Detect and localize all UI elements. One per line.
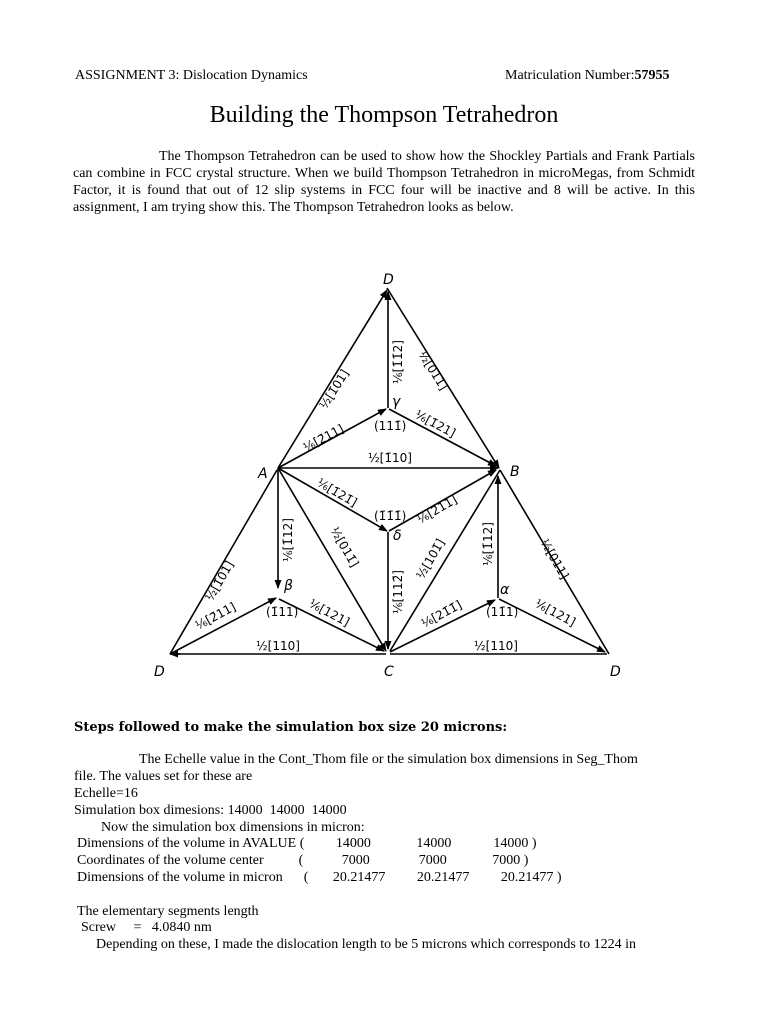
- vector-delta-C: ⅙[112̄]: [391, 570, 405, 614]
- greek-delta: δ: [393, 528, 402, 544]
- body-line-2: file. The values set for these are: [74, 769, 253, 784]
- body-line-1: The Echelle value in the Cont_Thom file or the simulation box dimensions in Seg_Thom: [139, 752, 638, 767]
- vertex-B: B: [510, 464, 520, 480]
- vector-Dtop-B: ½[01̄1]: [415, 348, 451, 393]
- body-line-6: Dimensions of the volume in AVALUE ( 14000 14000 14000 ): [77, 836, 537, 851]
- vector-B-C: ½[101̄]: [413, 536, 448, 582]
- body-line-3: Echelle=16: [74, 786, 138, 801]
- vector-C-alpha: ⅙[21̄1̄]: [418, 597, 465, 631]
- vector-alpha-B: ⅙[1̄12]: [481, 522, 495, 566]
- vector-A-beta: ⅙[1̄12]: [281, 518, 295, 562]
- thompson-tetrahedron-figure: [148, 262, 620, 680]
- vector-B-Dright: ½[011]: [537, 536, 572, 582]
- vector-A-delta: ⅙[1̄21̄]: [314, 475, 360, 510]
- vector-A-C: ½[011̄]: [327, 524, 362, 570]
- vertex-A: A: [258, 466, 268, 482]
- tetrahedron-svg: [148, 262, 620, 680]
- steps-heading: Steps followed to make the simulation box size 20 microns:: [74, 720, 508, 735]
- matriculation-number: [505, 68, 669, 84]
- matriculation-value: 57955: [634, 68, 670, 83]
- body-line-9: The elementary segments length: [77, 904, 259, 919]
- plane-left: (1̄11): [266, 605, 299, 619]
- intro-text: The Thompson Tetrahedron can be used to show how the Shockley Partials and Frank Partials can combine in FCC crystal structure. When we build Thompson Tetrahedron in microMegas, from Schmidt Factor, it is found that out of 12 slip systems in FCC four will be inactive and 8 will be active. In this assignment, I am trying show this. The Thompson Tetrahedron looks as below.: [73, 149, 695, 215]
- greek-beta: β: [284, 578, 293, 594]
- greek-alpha: α: [500, 582, 510, 598]
- vector-Dleft-C: ½[110]: [256, 639, 300, 653]
- body-line-10: Screw = 4.0840 nm: [81, 920, 212, 935]
- vector-gamma-Dtop: ⅙[1̄1̄2]: [391, 340, 405, 384]
- vector-gamma-B: ⅙[1̄21]: [412, 407, 458, 441]
- page-title: Building the Thompson Tetrahedron: [209, 102, 559, 128]
- vector-delta-B: ⅙[2̄11]: [414, 492, 460, 527]
- vector-A-Dtop: ½[1̄01]: [316, 366, 352, 412]
- plane-center: (1̄1̄1̄): [374, 509, 407, 523]
- vertex-C: C: [384, 664, 394, 680]
- body-line-5: Now the simulation box dimensions in micron:: [101, 820, 365, 835]
- plane-right: (11̄1): [486, 605, 519, 619]
- intro-paragraph: [73, 148, 695, 216]
- vector-Dleft-beta: ⅙[2̄11]: [192, 599, 239, 633]
- vector-A-B: ½[1̄10]: [368, 451, 412, 465]
- plane-top: (111̄): [374, 419, 407, 433]
- vector-A-gamma: ⅙[2̄11]: [300, 421, 347, 455]
- body-line-8: Dimensions of the volume in micron ( 20.21477 20.21477 20.21477 ): [77, 870, 562, 885]
- greek-gamma: γ: [392, 394, 401, 410]
- vector-Dleft-A: ½[1̄01]: [202, 558, 237, 604]
- body-line-7: Coordinates of the volume center ( 7000 7000 7000 ): [77, 853, 529, 868]
- vertex-D-right: D: [610, 664, 620, 680]
- vector-beta-C: ⅙[121]: [306, 596, 352, 630]
- vector-alpha-Dright: ⅙[121]: [532, 596, 578, 630]
- assignment-header: ASSIGNMENT 3: Dislocation Dynamics: [75, 68, 308, 83]
- vertex-D-left: D: [154, 664, 165, 680]
- vertex-D-top: D: [383, 272, 394, 288]
- matriculation-label: Matriculation Number:: [505, 68, 635, 83]
- body-line-4: Simulation box dimesions: 14000 14000 14000: [74, 803, 347, 818]
- vector-C-Dright: ½[110]: [474, 639, 518, 653]
- body-line-11: Depending on these, I made the dislocation length to be 5 microns which corresponds to 1224 in: [96, 937, 637, 952]
